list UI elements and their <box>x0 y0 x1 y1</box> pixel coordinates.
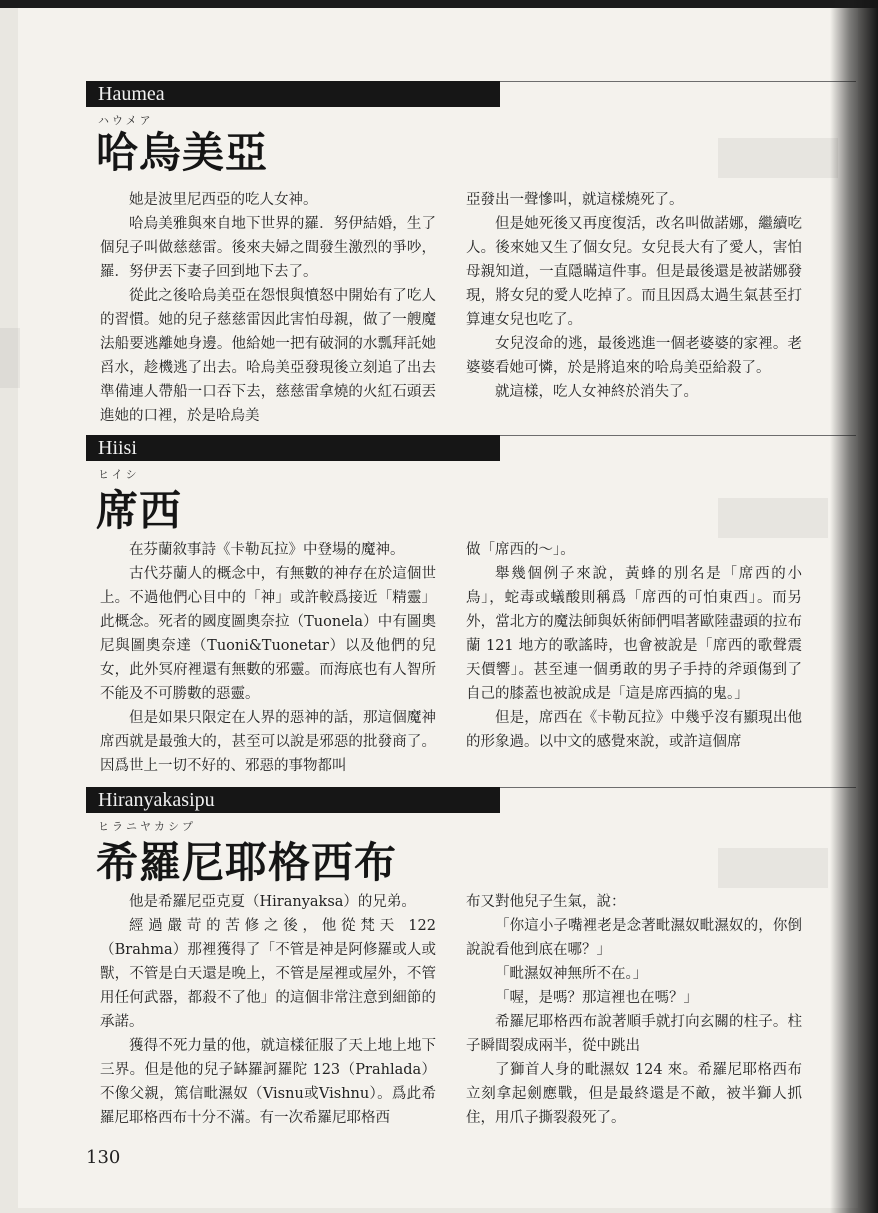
paragraph: 亞發出一聲慘叫，就這樣燒死了。 <box>466 192 684 208</box>
text-column-right <box>466 188 802 404</box>
paragraph: 經過嚴苛的苦修之後，他從梵天 122（Brahma）那裡獲得了「不管是神是阿修羅或人或獸，不管是白天還是晚上，不管是屋裡或屋外，不管用任何武器，都殺不了他」的這個非常注意到細節的承諾。 <box>100 918 436 1030</box>
paragraph: 在芬蘭敘事詩《卡勒瓦拉》中登場的魔神。 <box>129 542 405 558</box>
bleed-through-mark <box>718 138 838 178</box>
scan-edge-top <box>0 0 878 8</box>
entry-title: 席西 <box>96 486 183 535</box>
entry-kana: ヒイシ <box>98 468 140 481</box>
paragraph: 古代芬蘭人的概念中，有無數的神存在於這個世上。不過他們心目中的「神」或許較爲接近「精靈」此概念。死者的國度圖奧奈拉（Tuonela）中有圖奧尼與圖奧奈達（Tuoni&Tuonetar）以及他們的兒女，此外冥府裡還有無數的邪靈。而海底也有人智所不能及不可勝數的惡靈。 <box>100 566 436 702</box>
paragraph: 就這樣，吃人女神終於消失了。 <box>495 384 698 400</box>
paragraph: 「毗濕奴神無所不在。」 <box>495 966 648 982</box>
entry-kana: ヒラニヤカシプ <box>98 820 196 833</box>
entry-latin-name: Hiisi <box>86 435 500 461</box>
paragraph: 她是波里尼西亞的吃人女神。 <box>129 192 318 208</box>
entry-latin-name: Haumea <box>86 81 500 107</box>
bleed-through-mark <box>718 498 828 538</box>
paragraph: 希羅尼耶格西布說著順手就打向玄關的柱子。柱子瞬間裂成兩半，從中跳出 <box>466 1014 802 1054</box>
paragraph: 但是她死後又再度復活，改名叫做諾娜，繼續吃人。後來她又生了個女兒。女兒長大有了愛人，害怕母親知道，一直隱瞞這件事。但是最後還是被諾娜發現，將女兒的愛人吃掉了。而且因爲太過生氣甚至打算連女兒也吃了。 <box>466 216 802 328</box>
entry-kana: ハウメア <box>98 114 154 127</box>
text-column-right <box>466 890 802 1130</box>
paragraph: 了獅首人身的毗濕奴 124 來。希羅尼耶格西布立刻拿起劍應戰，但是最終還是不敵，被半獅人抓住，用爪子撕裂殺死了。 <box>466 1062 802 1126</box>
text-column-left <box>100 538 436 778</box>
entry-latin-name: Hiranyakasipu <box>86 787 500 813</box>
bleed-through-mark <box>718 848 828 888</box>
paragraph: 但是，席西在《卡勒瓦拉》中幾乎沒有顯現出他的形象過。以中文的感覺來說，或許這個席 <box>466 710 802 750</box>
paragraph: 從此之後哈烏美亞在怨恨與憤怒中開始有了吃人的習慣。她的兒子慈慈雷因此害怕母親，做了一艘魔法船要逃離她身邊。他給她一把有破洞的水瓢拜託她舀水，趁機逃了出去。哈烏美亞發現後立刻追了出去準備連人帶船一口吞下去，慈慈雷拿燒的火紅石頭丟進她的口裡，於是哈烏美 <box>100 288 436 424</box>
text-column-left <box>100 188 436 428</box>
text-column-right <box>466 538 802 754</box>
bleed-through-mark <box>0 328 20 388</box>
scan-edge-right <box>830 0 878 1213</box>
paragraph: 布又對他兒子生氣，說： <box>466 894 626 910</box>
entry-title: 哈烏美亞 <box>96 128 269 177</box>
paragraph: 舉幾個例子來說，黃蜂的別名是「席西的小鳥」，蛇毒或蟻酸則稱爲「席西的可怕東西」。而另外，當北方的魔法師與妖術師們唱著歐陸盡頭的拉布蘭 121 地方的歌謠時，也會被說是「席西的歌聲震天價響」。甚至連一個勇敢的男子手持的斧頭傷到了自己的膝蓋也被說成是「這是席西搞的鬼。」 <box>466 566 802 702</box>
page-number: 130 <box>86 1147 121 1168</box>
paragraph: 但是如果只限定在人界的惡神的話，那這個魔神席西就是最強大的，甚至可以說是邪惡的批發商了。因爲世上一切不好的、邪惡的事物都叫 <box>100 710 436 774</box>
paragraph: 他是希羅尼亞克夏（Hiranyaksa）的兄弟。 <box>129 894 416 910</box>
entry-title: 希羅尼耶格西布 <box>96 838 398 887</box>
paragraph: 「你這小子嘴裡老是念著毗濕奴毗濕奴的，你倒說說看他到底在哪？」 <box>466 918 802 958</box>
paragraph: 「喔，是嗎？那這裡也在嗎？」 <box>495 990 698 1006</box>
paragraph: 女兒沒命的逃，最後逃進一個老婆婆的家裡。老婆婆看她可憐，於是將追來的哈烏美亞給殺了。 <box>466 336 802 376</box>
paragraph: 做「席西的～」。 <box>466 542 575 558</box>
text-column-left <box>100 890 436 1130</box>
paragraph: 哈烏美雅與來自地下世界的羅．努伊結婚，生了個兒子叫做慈慈雷。後來夫婦之間發生激烈的爭吵，羅．努伊丟下妻子回到地下去了。 <box>100 216 436 280</box>
paragraph: 獲得不死力量的他，就這樣征服了天上地上地下三界。但是他的兒子缽羅訶羅陀 123（Prahlada）不像父親，篤信毗濕奴（Visnu或Vishnu）。爲此希羅尼耶格西布十分不滿。有一次希羅尼耶格西 <box>100 1038 436 1126</box>
